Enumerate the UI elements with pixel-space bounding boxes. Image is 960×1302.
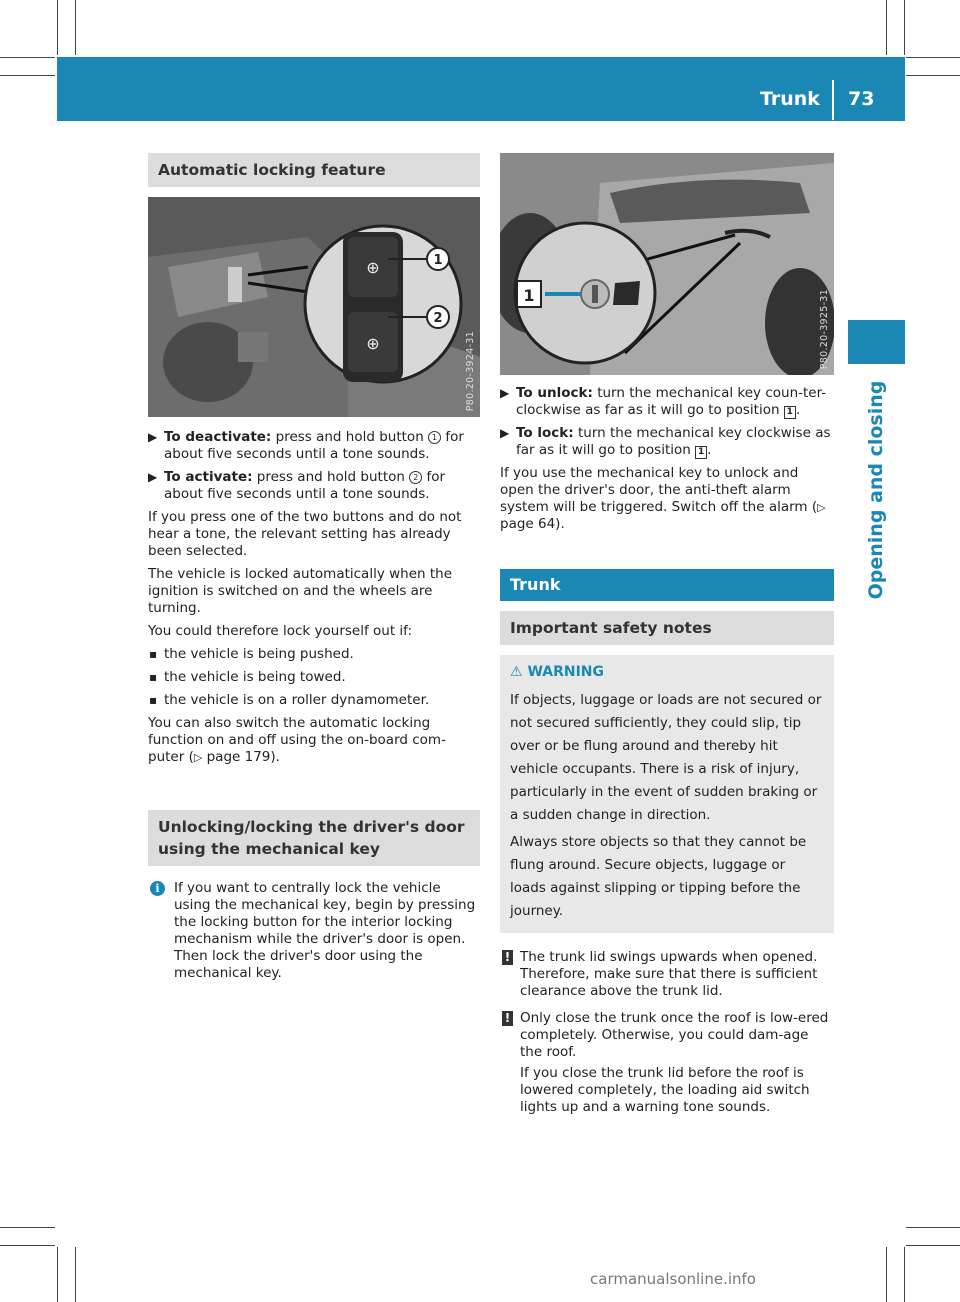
paragraph xyxy=(500,465,834,533)
door-key-figure xyxy=(500,153,834,375)
left-column xyxy=(148,153,480,982)
position-ref: 1 xyxy=(784,406,796,419)
figure-code: P80.20-3924-31 xyxy=(465,330,476,411)
crop-mark xyxy=(75,0,76,55)
car-door-illustration xyxy=(500,153,834,375)
note-text: If you close the trunk lid before the roof is lowered completely, the loading aid switch lights up and a warning tone sounds. xyxy=(520,1065,810,1115)
callout-1: 1 xyxy=(523,286,535,305)
crop-mark xyxy=(886,1247,887,1302)
crop-mark xyxy=(0,75,55,76)
instruction-step xyxy=(500,385,834,419)
page-ref-icon: ▷ xyxy=(193,751,203,764)
crop-mark xyxy=(906,1227,960,1228)
door-panel-illustration xyxy=(148,197,480,417)
crop-mark xyxy=(57,0,58,55)
list-item xyxy=(148,692,480,709)
step-text: press and hold button xyxy=(271,429,429,445)
callout-1: 1 xyxy=(433,253,443,268)
paragraph: The vehicle is locked automatically when the ignition is switched on and the wheels are turning. xyxy=(148,566,453,616)
caution-note xyxy=(500,949,834,1000)
step-text: . xyxy=(795,402,801,418)
step-text: turn the mechanical key coun-ter-clockwise as far as it will go to position xyxy=(516,385,827,418)
crop-mark xyxy=(906,57,960,58)
crop-mark xyxy=(904,0,905,55)
page-ref-link[interactable]: page 179). xyxy=(202,749,280,765)
caution-note xyxy=(500,1010,834,1061)
info-icon: i xyxy=(150,881,165,896)
warning-label: WARNING xyxy=(527,664,604,680)
callout-2: 2 xyxy=(433,311,443,326)
crop-mark xyxy=(75,1247,76,1302)
page-ref-icon: ▷ xyxy=(817,501,826,514)
list-item xyxy=(148,669,480,686)
crop-mark xyxy=(0,1227,55,1228)
callout-ref: 1 xyxy=(428,431,441,444)
crop-mark xyxy=(906,75,960,76)
bullet-icon: ▪ xyxy=(149,670,158,684)
step-text: turn the mechanical key clockwise as far as it will go to position xyxy=(516,425,831,458)
figure-code: P80.20-3925-31 xyxy=(819,288,830,369)
svg-text:⊕: ⊕ xyxy=(366,258,380,277)
section-heading: Automatic locking feature xyxy=(148,153,480,187)
step-label: To lock: xyxy=(516,425,574,441)
step-text: for about five seconds until a tone sounds. xyxy=(164,429,464,462)
exclamation-icon: ! xyxy=(502,1011,513,1026)
exclamation-icon: ! xyxy=(502,950,513,965)
warning-text: Always store objects so that they cannot be flung around. Secure objects, luggage or loads against slipping or tipping before the journey. xyxy=(510,834,807,919)
right-column xyxy=(500,153,834,1122)
svg-text:⊕: ⊕ xyxy=(366,334,380,353)
step-text: . xyxy=(707,442,712,458)
crop-mark xyxy=(57,1247,58,1302)
arrow-icon: ▶ xyxy=(148,470,158,484)
crop-mark xyxy=(906,1245,960,1246)
page-section-title: Trunk xyxy=(760,88,820,110)
watermark: carmanualsonline.info xyxy=(590,1270,756,1288)
warning-text: If objects, luggage or loads are not secured or not secured sufficiently, they could slip, tip over or be flung around and thereby hit vehicle occupants. There is a risk of injury, particularly in the event of sudden braking or a sudden change in direction. xyxy=(510,692,822,823)
paragraph-text: If you use the mechanical key to unlock and open the driver's door, the anti-theft alarm system will be triggered. Switch off the alarm ( xyxy=(500,465,818,515)
warning-icon: ⚠ xyxy=(510,664,528,680)
warning-title xyxy=(510,663,822,681)
page-ref-link[interactable]: page 64). xyxy=(500,516,565,532)
crop-mark xyxy=(0,1245,55,1246)
step-text: for about five seconds until a tone sounds. xyxy=(164,469,446,502)
paragraph-text: You can also switch the automatic locking function on and off using the on-board com-puter ( xyxy=(148,715,446,765)
paragraph: You could therefore lock yourself out if: xyxy=(148,623,412,639)
chapter-label: Opening and closing xyxy=(865,380,887,600)
list-item-text: the vehicle is being towed. xyxy=(164,669,346,685)
bullet-icon: ▪ xyxy=(149,693,158,707)
arrow-icon: ▶ xyxy=(148,430,158,444)
info-text: If you want to centrally lock the vehicle using the mechanical key, begin by pressing the locking button for the interior locking mechanism while the driver's door is open. Then lock the driver's door using the mechanical key. xyxy=(174,880,476,981)
chapter-tab xyxy=(848,320,905,364)
step-label: To deactivate: xyxy=(164,429,272,445)
list-item-text: the vehicle is on a roller dynamometer. xyxy=(164,692,430,708)
section-heading: Unlocking/locking the driver's door using the mechanical key xyxy=(148,810,480,866)
position-ref: 1 xyxy=(695,446,707,459)
warning-box xyxy=(500,655,834,933)
step-label: To unlock: xyxy=(516,385,593,401)
instruction-step xyxy=(148,429,480,463)
paragraph: If you press one of the two buttons and do not hear a tone, the relevant setting has already been selected. xyxy=(148,509,462,559)
door-button-figure xyxy=(148,197,480,417)
crop-mark xyxy=(0,57,55,58)
instruction-step xyxy=(500,425,834,459)
note-text: Only close the trunk once the roof is low-ered completely. Otherwise, you could dam-age the roof. xyxy=(520,1010,829,1060)
arrow-icon: ▶ xyxy=(500,386,510,400)
instruction-step xyxy=(148,469,480,503)
step-text: press and hold button xyxy=(252,469,410,485)
arrow-icon: ▶ xyxy=(500,426,510,440)
crop-mark xyxy=(886,0,887,55)
note-text: The trunk lid swings upwards when opened. Therefore, make sure that there is sufficient clearance above the trunk lid. xyxy=(520,949,818,999)
page-number: 73 xyxy=(848,88,875,110)
step-label: To activate: xyxy=(164,469,253,485)
list-item xyxy=(148,646,480,663)
list-item-text: the vehicle is being pushed. xyxy=(164,646,354,662)
section-heading: Trunk xyxy=(500,569,834,601)
header-divider xyxy=(832,80,834,120)
bullet-icon: ▪ xyxy=(149,647,158,661)
crop-mark xyxy=(904,1247,905,1302)
callout-ref: 2 xyxy=(409,471,422,484)
info-note xyxy=(148,880,480,982)
paragraph xyxy=(148,715,480,766)
subsection-heading: Important safety notes xyxy=(500,611,834,645)
